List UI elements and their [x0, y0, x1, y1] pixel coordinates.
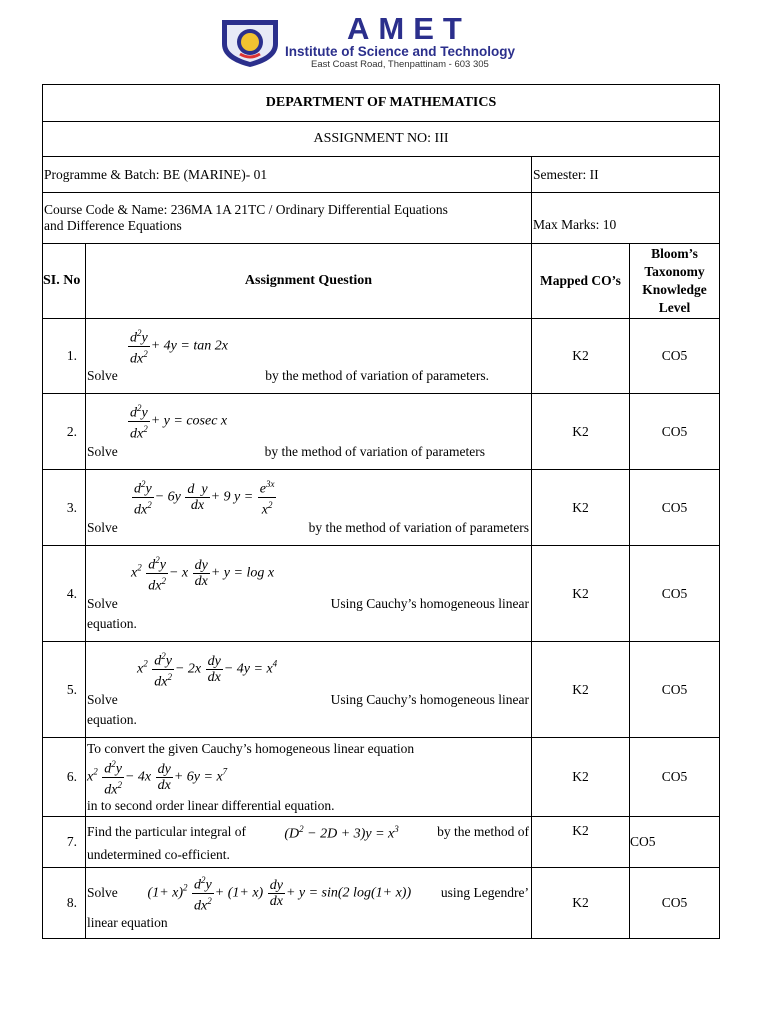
equation: $\frac{d^2y}{dx^2}$ − 6y $\frac{\text{d y}}{dx}$ + 9 y = $\frac{e^{3x}}{x^2}$ [134, 479, 275, 518]
question-cell [86, 394, 532, 470]
assignment-number: ASSIGNMENT NO: III [43, 122, 720, 157]
course-line-1: Course Code & Name: 236MA 1A 21TC / Ordinary Differential Equations [44, 202, 448, 217]
question-cell [86, 319, 532, 394]
mapped-co: K2 [532, 319, 630, 394]
bloom-level: CO5 [630, 817, 720, 868]
semester: Semester: II [533, 166, 599, 182]
equation: $x^2$ $\frac{d^2y}{dx^2}$ − x $\frac{dy}{dx}$ + y = log x [131, 555, 275, 594]
question-lead: To convert the given Cauchy’s homogeneous linear equation [87, 741, 415, 756]
equation: $(D^2 - 2D + 3)y = x^3$ [284, 824, 399, 843]
department-title: DEPARTMENT OF MATHEMATICS [43, 85, 720, 122]
bloom-level: CO5 [630, 868, 720, 939]
question-text: Using Cauchy’s homogeneous linear [330, 691, 529, 707]
mapped-co: K2 [532, 394, 630, 470]
bloom-level: CO5 [630, 738, 720, 817]
table-row [43, 319, 720, 394]
question-text-continued: linear equation [87, 915, 168, 931]
brand-address: East Coast Road, Thenpattinam - 603 305 [311, 59, 489, 70]
bloom-level: CO5 [630, 546, 720, 642]
table-row [43, 546, 720, 642]
header-sl-no: SI. No [43, 244, 86, 319]
max-marks: Max Marks: 10 [533, 217, 617, 232]
row-number: 8. [43, 868, 86, 939]
semester-cell [532, 157, 720, 193]
question-cell [86, 642, 532, 738]
amet-seal-logo [218, 16, 282, 68]
question-text: by the method of variation of parameters [264, 443, 485, 459]
programme-batch: Programme & Batch: BE (MARINE)- 01 [44, 166, 268, 182]
mapped-co: K2 [532, 868, 630, 939]
row-number: 5. [43, 642, 86, 738]
brand-subtitle: Institute of Science and Technology [285, 44, 516, 59]
mapped-co: K2 [532, 470, 630, 546]
mapped-co: K2 [532, 546, 630, 642]
row-number: 6. [43, 738, 86, 817]
row-number: 2. [43, 394, 86, 470]
table-row [43, 642, 720, 738]
question-lead: Solve [87, 885, 118, 901]
assignment-table [42, 84, 720, 939]
question-cell [86, 738, 532, 817]
table-row [43, 868, 720, 939]
brand-name: AMET [347, 11, 471, 46]
equation: $(1+ x)^2$ $\frac{d^2y}{dx^2}$ + (1+ x) $\frac{dy}{dx}$ + y = sin(2 log(1+ x)) [147, 875, 412, 914]
question-text-continued: equation. [87, 615, 137, 631]
question-lead: Solve [87, 368, 118, 384]
equation: $x^2$ $\frac{d^2y}{dx^2}$ − 4x $\frac{dy}{dx}$ + $6y = x^7$ [87, 759, 228, 798]
question-cell [86, 868, 532, 939]
row-number: 4. [43, 546, 86, 642]
mapped-co: K2 [532, 738, 630, 817]
row-number: 3. [43, 470, 86, 546]
header-mapped-co: Mapped CO’s [532, 244, 630, 319]
question-text-continued: equation. [87, 711, 137, 727]
question-cell [86, 817, 532, 868]
question-lead: Find the particular integral of [87, 824, 246, 840]
question-cell [86, 470, 532, 546]
question-text: Using Cauchy’s homogeneous linear [330, 595, 529, 611]
question-lead: Solve [87, 595, 118, 611]
bloom-level: CO5 [630, 642, 720, 738]
row-number: 1. [43, 319, 86, 394]
mapped-co: K2 [532, 817, 630, 868]
question-text: by the method of [437, 824, 529, 840]
row-number: 7. [43, 817, 86, 868]
programme-batch-cell [43, 157, 532, 193]
header-blooms: Bloom’s Taxonomy Knowledge Level [630, 244, 720, 319]
max-marks-cell [532, 193, 720, 244]
equation: $\frac{d^2y}{dx^2}$ + 4y = tan 2x [130, 327, 228, 367]
question-text: in to second order linear differential equation. [87, 798, 335, 814]
bloom-level: CO5 [630, 394, 720, 470]
bloom-level: CO5 [630, 470, 720, 546]
question-lead: Solve [87, 443, 118, 459]
table-row [43, 817, 720, 868]
question-text-continued: undetermined co-efficient. [87, 847, 230, 863]
question-text: by the method of variation of parameters [308, 519, 529, 535]
table-row [43, 470, 720, 546]
mapped-co: K2 [532, 642, 630, 738]
question-text: by the method of variation of parameters. [265, 368, 489, 384]
course-line-2: and Difference Equations [44, 218, 182, 233]
brand-block [285, 11, 585, 71]
question-text: using Legendre’ [440, 885, 529, 901]
bloom-level: CO5 [630, 319, 720, 394]
equation: $\frac{d^2y}{dx^2}$ + y = cosec x [130, 403, 228, 442]
header-question: Assignment Question [86, 244, 532, 319]
question-lead: Solve [87, 691, 118, 707]
course-cell [43, 193, 532, 244]
table-row [43, 738, 720, 817]
equation: $x^2$ $\frac{d^2y}{dx^2}$ − 2x $\frac{dy}{dx}$ − $4y = x^4$ [137, 651, 278, 690]
question-lead: Solve [87, 519, 118, 535]
letterhead [0, 12, 768, 72]
table-row [43, 394, 720, 470]
question-cell [86, 546, 532, 642]
